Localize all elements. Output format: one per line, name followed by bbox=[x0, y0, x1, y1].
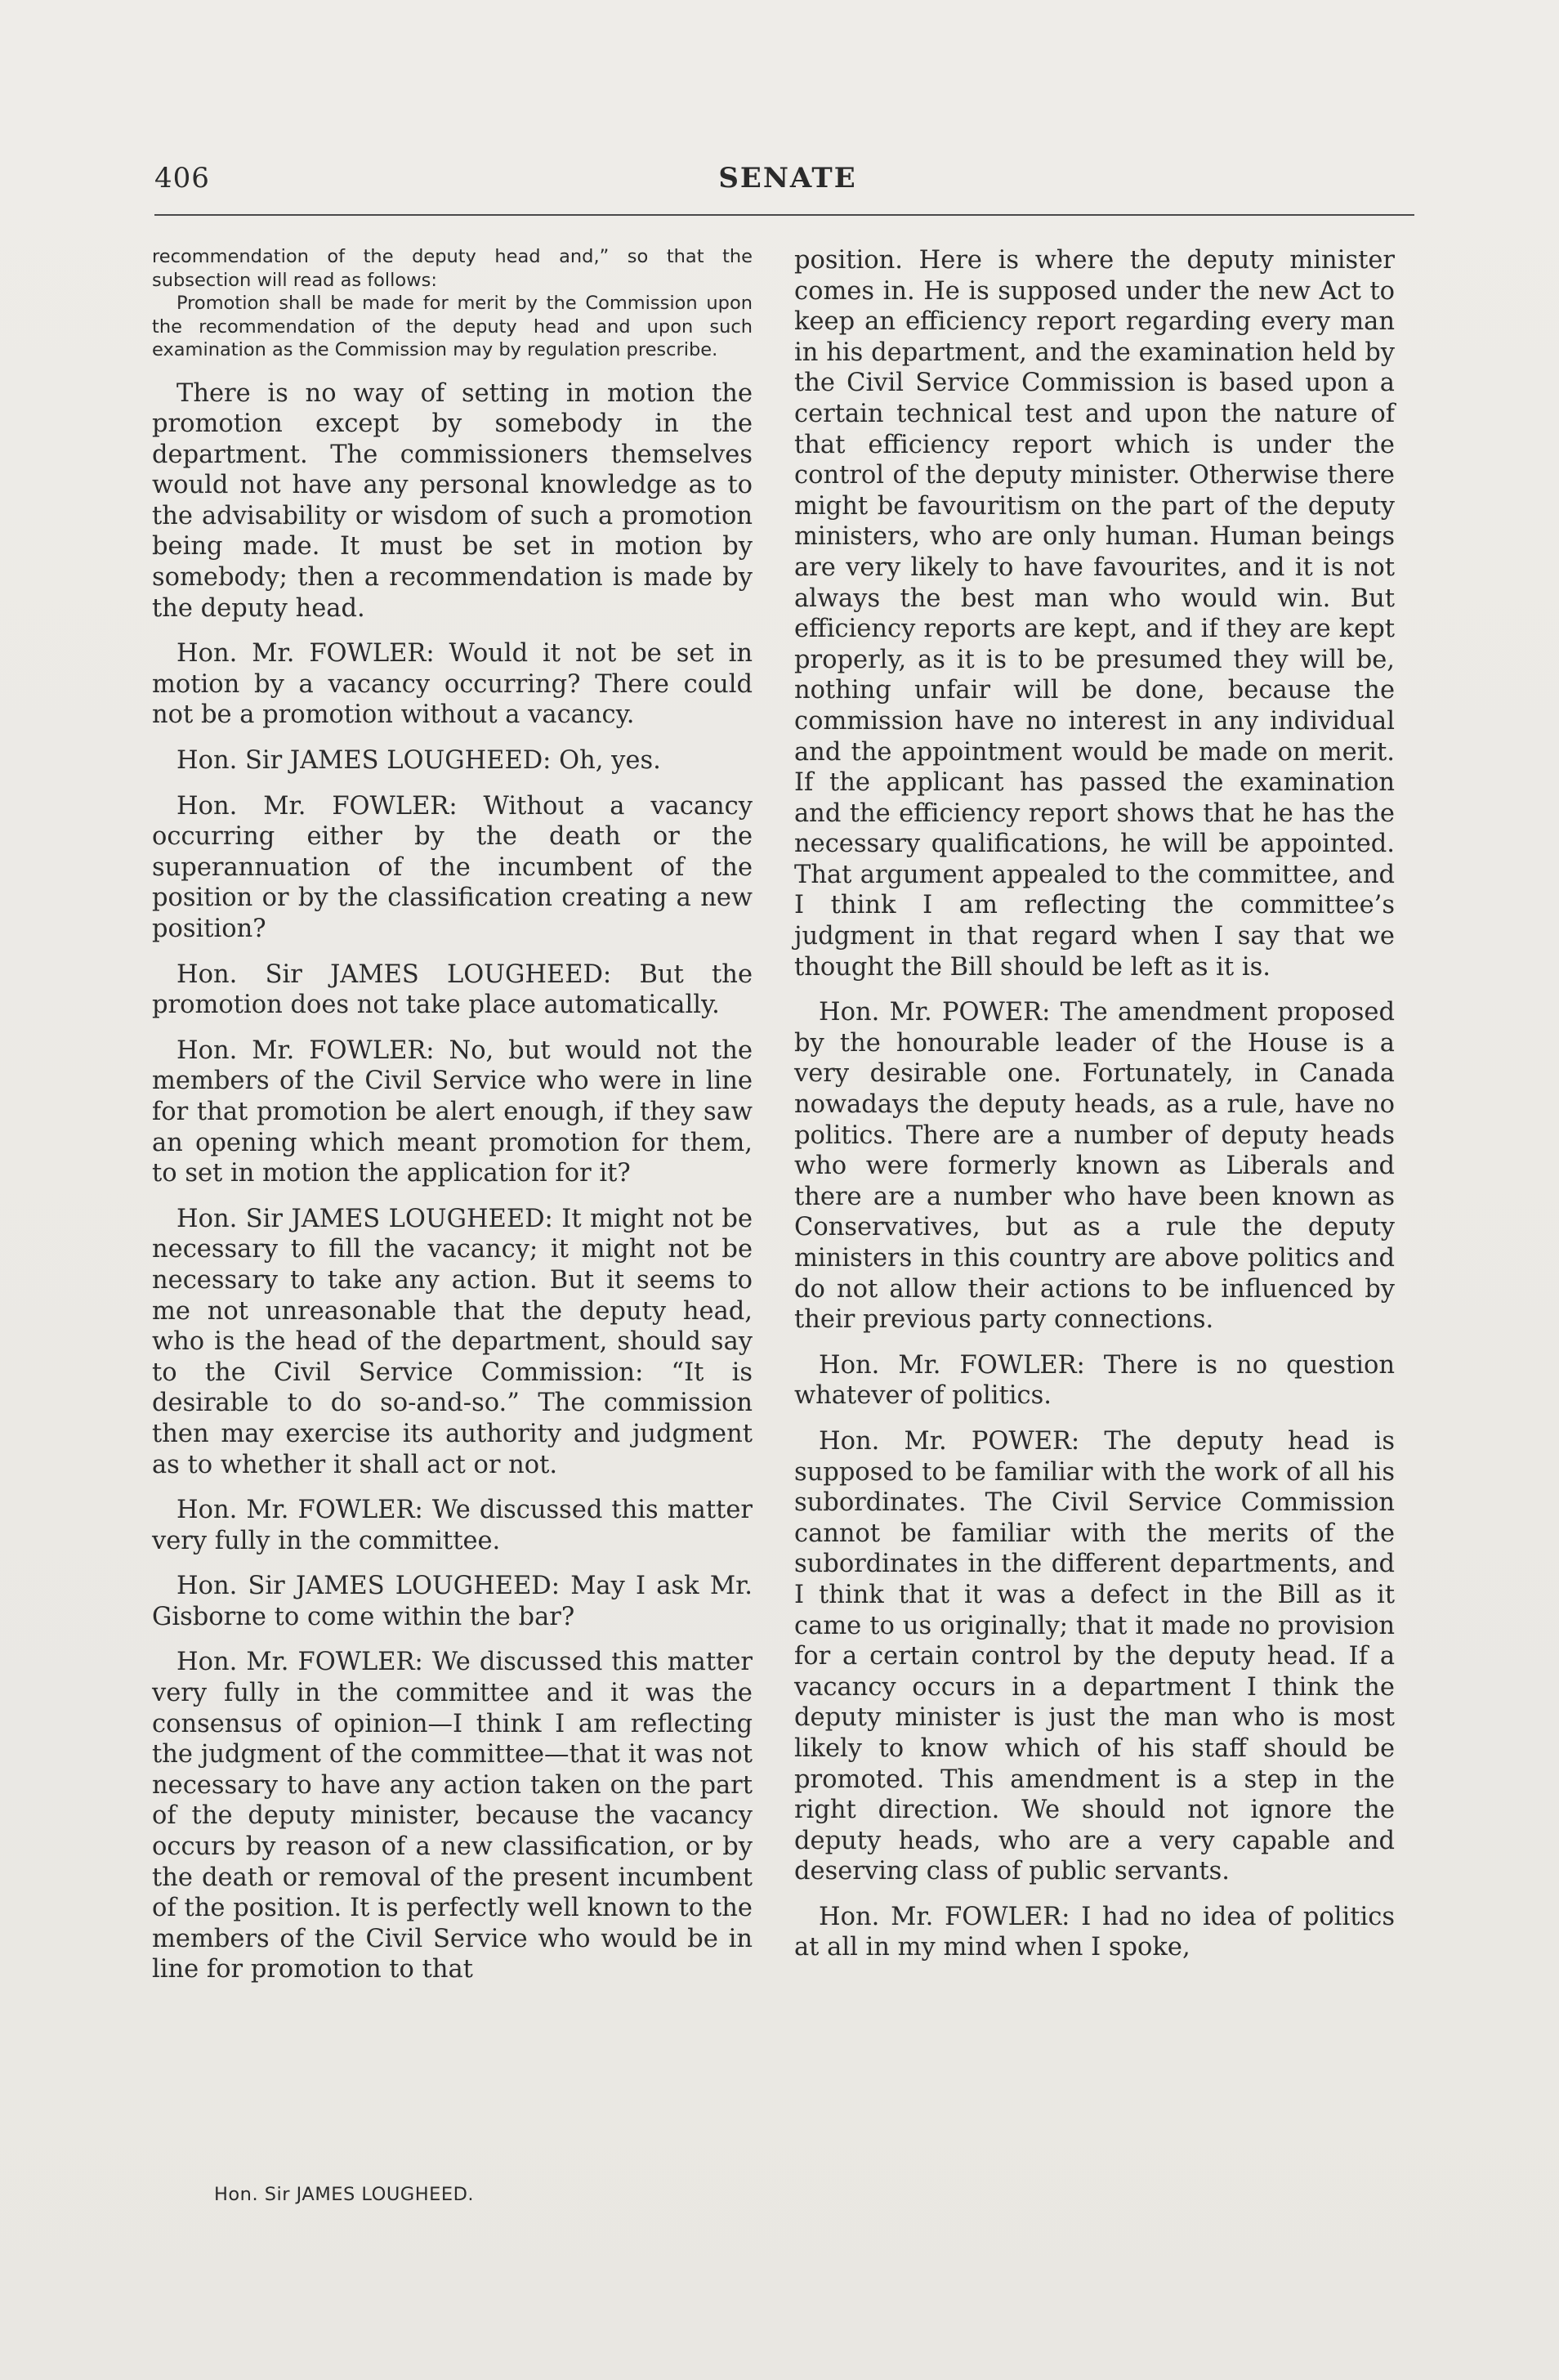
paragraph: Hon. Mr. FOWLER: No, but would not the members of the Civil Service who were in line for that promotion be alert enough, if they saw an opening which meant promotion for them, to set in motion the application for it? bbox=[152, 1036, 753, 1188]
header-rule bbox=[154, 214, 1414, 216]
amendment-intro: recommendation of the deputy head and,” so that the subsection will read as follows: bbox=[152, 246, 753, 291]
paragraph: Hon. Mr. FOWLER: We discussed this matter very fully in the committee. bbox=[152, 1496, 753, 1555]
right-column bbox=[794, 245, 1395, 1978]
page-header bbox=[154, 162, 1421, 203]
paragraph: Hon. Sir JAMES LOUGHEED: Oh, yes. bbox=[176, 746, 661, 776]
amendment-quote: Promotion shall be made for merit by the Commission upon the recommendation of the deputy head and upon such examination as the Commission may by regulation prescribe. bbox=[152, 293, 753, 360]
paragraph: Hon. Mr. POWER: The deputy head is supposed to be familiar with the work of all his subordinates. The Civil Service Commission cannot be familiar with the merits of the subordinates in the different departments, and I think that it was a defect in the Bill as it came to us originally; that it made no provision for a certain control by the deputy head. If a vacancy occurs in a department I think the deputy minister is just the man who is most likely to know which of his staff should be promoted. This amendment is a step in the right direction. We should not ignore the deputy heads, who are a very capable and deserving class of public servants. bbox=[794, 1426, 1395, 1886]
paragraph: Hon. Mr. FOWLER: Would it not be set in motion by a vacancy occurring? There could not be a promotion without a vacancy. bbox=[152, 639, 753, 730]
footer-speaker: Hon. Sir JAMES LOUGHEED. bbox=[214, 2184, 475, 2205]
paragraph: Hon. Sir JAMES LOUGHEED: May I ask Mr. Gisborne to come within the bar? bbox=[152, 1572, 753, 1631]
paragraph: There is no way of setting in motion the promotion except by somebody in the department. The commissioners themselves would not have any personal knowledge as to the advisability or wisdom of such a promotion being made. It must be set in motion by somebody; then a recommendation is made by the deputy head. bbox=[152, 378, 753, 623]
paragraph: Hon. Sir JAMES LOUGHEED: It might not be necessary to fill the vacancy; it might not be necessary to take any action. But it seems to me not unreasonable that the deputy head, who is the head of the department, should say to the Civil Service Commission: “It is desirable to do so-and-so.” The commission then may exercise its authority and judgment as to whether it shall act or not. bbox=[152, 1204, 753, 1479]
paragraph: Hon. Mr. POWER: The amendment proposed by the honourable leader of the House is a very desirable one. Fortunately, in Canada nowadays the deputy heads, as a rule, have no politics. There are a number of deputy heads who were formerly known as Liberals and there are a number who have been known as Conservatives, but as a rule the deputy ministers in this country are above politics and do not allow their actions to be influenced by their previous party connections. bbox=[794, 998, 1395, 1335]
paragraph: Hon. Mr. FOWLER: Without a vacancy occurring either by the death or the superannuation of the incumbent of the position or by the classification creating a new position? bbox=[152, 791, 753, 943]
continued-paragraph: position. Here is where the deputy minister comes in. He is supposed under the new Act to keep an efficiency report regarding every man in his department, and the examination held by the Civil Service Commission is based upon a certain technical test and upon the nature of that efficiency report which is under the control of the deputy minister. Otherwise there might be favouritism on the part of the deputy ministers, who are only human. Human beings are very likely to have favourites, and it is not always the best man who would win. But efficiency reports are kept, and if they are kept properly, as it is to be presumed they will be, nothing unfair will be done, because the commission have no interest in any individual and the appointment would be made on merit. If the applicant has passed the examination and the efficiency report shows that he has the necessary qualifications, he will be appointed. That argument appealed to the committee, and I think I am reflecting the committee’s judgment in that regard when I say that we thought the Bill should be left as it is. bbox=[794, 246, 1395, 982]
paragraph: Hon. Mr. FOWLER: I had no idea of politics at all in my mind when I spoke, bbox=[794, 1902, 1395, 1962]
paragraph: Hon. Mr. FOWLER: We discussed this matter very fully in the committee and it was the consensus of opinion—I think I am reflecting the judgment of the committee—that it was not necessary to have any action taken on the part of the deputy minister, because the vacancy occurs by reason of a new classification, or by the death or removal of the present incumbent of the position. It is perfectly well known to the members of the Civil Service who would be in line for promotion to that bbox=[152, 1648, 753, 1984]
running-title: SENATE bbox=[718, 162, 857, 195]
paragraph: Hon. Mr. FOWLER: There is no question whatever of politics. bbox=[794, 1350, 1395, 1411]
paragraph: Hon. Sir JAMES LOUGHEED: But the promotion does not take place automatically. bbox=[152, 960, 753, 1020]
left-column bbox=[152, 245, 753, 2000]
page-number: 406 bbox=[154, 162, 210, 195]
